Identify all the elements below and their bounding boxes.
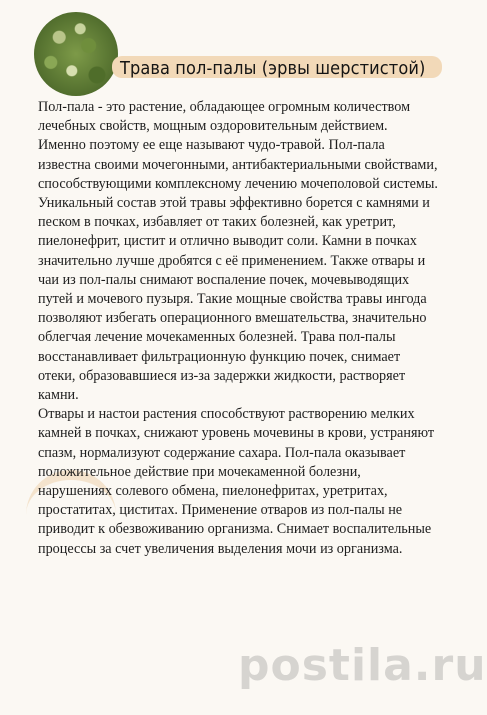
article-body (38, 98, 438, 559)
article-title: Трава пол-палы (эрвы шерстистой) (120, 58, 426, 79)
paragraph-2: Отвары и настои растения способствуют растворению мелких камней в почках, снижают уровень мочевины в крови, устраняют спазм, нормализуют содержание сахара. Пол-пала оказывает положительное действие при мочекаменной болезни, нарушениях солевого обмена, пиелонефритах, уретритах, простатитах, циститах. Применение отваров из пол-палы не приводит к обезвоживанию организма. Снимает воспалительные процессы за счет увеличения выделения мочи из организма. (38, 406, 435, 557)
paragraph-1: Пол-пала - это растение, обладающее огромным количеством лечебных свойств, мощным оздоровительным действием. Именно поэтому ее еще называют чудо-травой. Пол-пала известна своими мочегонными, антибактериальными свойствами, способствующими комплексному лечению мочеполовой системы. Уникальный состав этой травы эффективно борется с камнями и песком в почках, избавляет от таких болезней, как уретрит, пиелонефрит, цистит и отлично выводит соли. Камни в почках значительно лучше дробятся с её применением. Также отвары и чаи из пол-палы снимают воспаление почек, мочевыводящих путей и мочевого пузыря. Такие мощные свойства травы ингода позволяют избегать операционного вмешательства, значительно облегчая лечение мочекаменных болезней. Трава пол-палы восстанавливает фильтрационную функцию почек, снимает отеки, образовавшиеся из-за задержки жидкости, растворяет камни. (38, 99, 438, 404)
herb-photo (34, 12, 118, 96)
watermark: postila.ru (238, 640, 487, 691)
